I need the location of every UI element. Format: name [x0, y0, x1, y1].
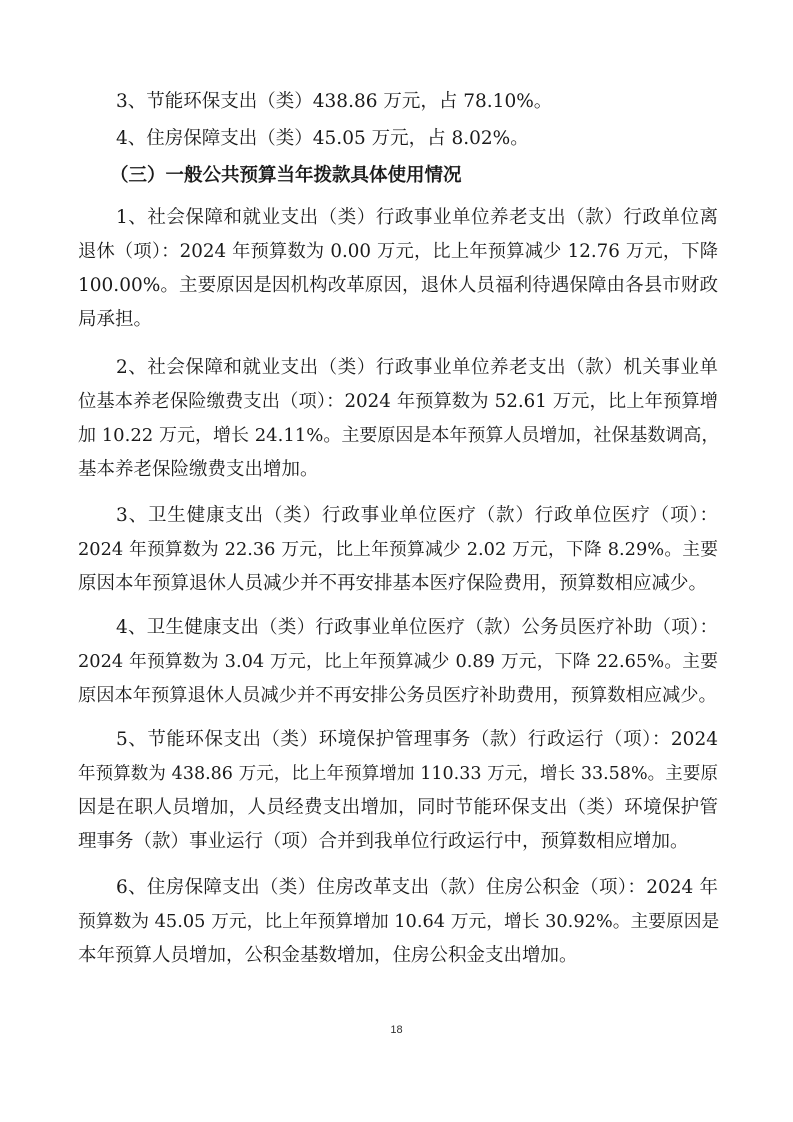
paragraph-4-line-1: 4、卫生健康支出（类）行政事业单位医疗（款）公务员医疗补助（项）： — [116, 617, 718, 638]
paragraph-2-line-3: 加 10.22 万元，增长 24.11%。主要原因是本年预算人员增加，社保基数调高， — [78, 425, 720, 446]
paragraph-5-line-1: 5、节能环保支出（类）环境保护管理事务（款）行政运行（项）：2024 — [116, 729, 718, 750]
summary-item-4: 4、住房保障支出（类）45.05 万元，占 8.02%。 — [116, 128, 529, 149]
paragraph-5-line-4: 理事务（款）事业运行（项）合并到我单位行政运行中，预算数相应增加。 — [78, 831, 689, 852]
paragraph-1-line-3: 100.00%。主要原因是因机构改革原因，退休人员福利待遇保障由各县市财政 — [78, 275, 718, 296]
section-heading: （三）一般公共预算当年拨款具体使用情况 — [110, 165, 462, 186]
paragraph-6-line-1: 6、住房保障支出（类）住房改革支出（款）住房公积金（项）：2024 年 — [116, 877, 718, 898]
paragraph-6-line-3: 本年预算人员增加，公积金基数增加，住房公积金支出增加。 — [78, 945, 578, 966]
paragraph-4-line-3: 原因本年预算退休人员减少并不再安排公务员医疗补助费用，预算数相应减少。 — [78, 685, 717, 706]
paragraph-2-line-1: 2、社会保障和就业支出（类）行政事业单位养老支出（款）机关事业单 — [116, 357, 718, 378]
page-number: 18 — [390, 1024, 403, 1036]
paragraph-3-line-3: 原因本年预算退休人员减少并不再安排基本医疗保险费用，预算数相应减少。 — [78, 573, 708, 594]
paragraph-6-line-2: 预算数为 45.05 万元，比上年预算增加 10.64 万元，增长 30.92%。主要原因是 — [78, 912, 720, 932]
paragraph-4-line-2: 2024 年预算数为 3.04 万元，比上年预算减少 0.89 万元，下降 22.65%。主要 — [78, 652, 718, 672]
paragraph-3-line-1: 3、卫生健康支出（类）行政事业单位医疗（款）行政单位医疗（项）： — [116, 505, 718, 526]
paragraph-5-line-3: 因是在职人员增加，人员经费支出增加，同时节能环保支出（类）环境保护管 — [78, 797, 718, 818]
paragraph-2-line-4: 基本养老保险缴费支出增加。 — [78, 459, 319, 480]
paragraph-5-line-2: 年预算数为 438.86 万元，比上年预算增加 110.33 万元，增长 33.58%。主要原 — [78, 764, 718, 784]
paragraph-1-line-1: 1、社会保障和就业支出（类）行政事业单位养老支出（款）行政单位离 — [116, 207, 718, 228]
paragraph-1-line-4: 局承担。 — [78, 309, 153, 330]
paragraph-3-line-2: 2024 年预算数为 22.36 万元，比上年预算减少 2.02 万元，下降 8.29%。主要 — [78, 540, 718, 560]
summary-item-3: 3、节能环保支出（类）438.86 万元，占 78.10%。 — [116, 91, 553, 112]
paragraph-2-line-2: 位基本养老保险缴费支出（项）：2024 年预算数为 52.61 万元，比上年预算增 — [78, 391, 718, 412]
paragraph-1-line-2: 退休（项）：2024 年预算数为 0.00 万元，比上年预算减少 12.76 万元，下降 — [78, 241, 718, 262]
